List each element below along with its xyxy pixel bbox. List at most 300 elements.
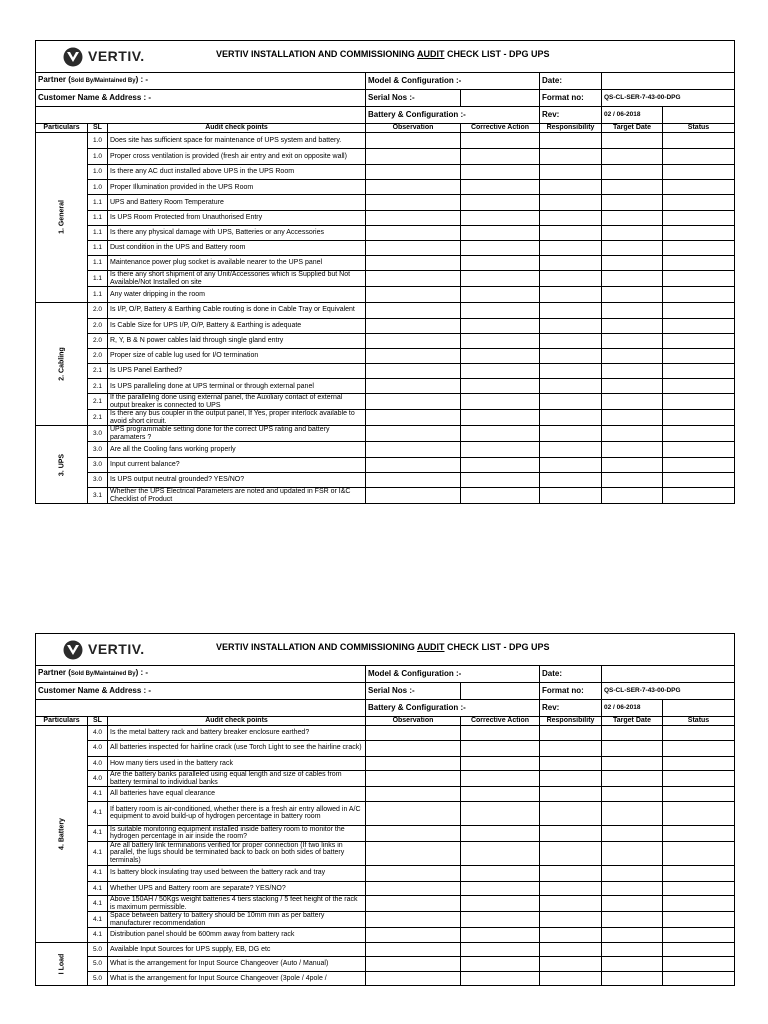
entry-cell[interactable] (461, 318, 540, 333)
entry-cell[interactable] (540, 256, 602, 271)
entry-cell[interactable] (461, 379, 540, 394)
entry-cell[interactable] (602, 364, 663, 379)
entry-cell[interactable] (540, 740, 602, 756)
entry-cell[interactable] (366, 825, 461, 841)
entry-cell[interactable] (663, 195, 735, 210)
entry-cell[interactable] (366, 756, 461, 771)
entry-cell[interactable] (540, 394, 602, 410)
entry-cell[interactable] (540, 302, 602, 318)
table-row (36, 865, 735, 881)
entry-cell[interactable] (366, 971, 461, 986)
entry-cell[interactable] (540, 971, 602, 986)
entry-cell[interactable] (366, 180, 461, 195)
entry-cell[interactable] (602, 841, 663, 865)
entry-cell[interactable] (663, 394, 735, 410)
entry-cell[interactable] (461, 971, 540, 986)
audit-check-point: If the paralleling done using external panel, the Auxiliary contact of external output breaker is connected to UPS (108, 394, 366, 410)
entry-cell[interactable] (602, 740, 663, 756)
row-sl: 1.1 (88, 240, 108, 255)
entry-cell[interactable] (366, 928, 461, 943)
entry-cell[interactable] (602, 394, 663, 410)
entry-cell[interactable] (663, 287, 735, 302)
entry-cell[interactable] (540, 472, 602, 487)
audit-check-point: Is suitable monitoring equipment installed inside battery room to monitor the hydrogen percentage in air inside the room? (108, 825, 366, 841)
row-sl: 4.0 (88, 740, 108, 756)
entry-cell[interactable] (663, 165, 735, 180)
audit-check-point: Proper size of cable lug used for I/O termination (108, 348, 366, 363)
entry-cell[interactable] (461, 426, 540, 442)
row-sl: 1.0 (88, 149, 108, 165)
entry-cell[interactable] (366, 149, 461, 165)
entry-cell[interactable] (540, 333, 602, 348)
entry-cell[interactable] (540, 825, 602, 841)
entry-cell[interactable] (540, 488, 602, 504)
entry-cell[interactable] (366, 472, 461, 487)
entry-cell[interactable] (663, 256, 735, 271)
entry-cell[interactable] (663, 333, 735, 348)
entry-cell[interactable] (663, 825, 735, 841)
entry-cell[interactable] (366, 488, 461, 504)
entry-cell[interactable] (461, 928, 540, 943)
entry-cell[interactable] (602, 318, 663, 333)
row-sl: 1.1 (88, 271, 108, 287)
entry-cell[interactable] (366, 457, 461, 472)
entry-cell[interactable] (461, 410, 540, 426)
table-row (36, 942, 735, 957)
table-row (36, 971, 735, 986)
entry-cell[interactable] (602, 801, 663, 825)
entry-cell[interactable] (663, 971, 735, 986)
entry-cell[interactable] (663, 426, 735, 442)
entry-cell[interactable] (663, 928, 735, 943)
entry-cell[interactable] (663, 756, 735, 771)
entry-cell[interactable] (540, 364, 602, 379)
entry-cell[interactable] (602, 256, 663, 271)
column-header: Responsibility (540, 717, 602, 726)
entry-cell[interactable] (540, 165, 602, 180)
entry-cell[interactable] (366, 318, 461, 333)
entry-cell[interactable] (461, 210, 540, 225)
entry-cell[interactable] (602, 442, 663, 457)
entry-cell[interactable] (366, 256, 461, 271)
audit-check-point: Is battery block insulating tray used between the battery rack and tray (108, 865, 366, 881)
row-sl: 4.1 (88, 896, 108, 912)
audit-check-point: What is the arrangement for Input Source Changeover (3pole / 4pole / (108, 971, 366, 986)
entry-cell[interactable] (366, 133, 461, 149)
entry-cell[interactable] (540, 348, 602, 363)
customer-label: Customer Name & Address : - (36, 90, 366, 107)
entry-cell[interactable] (366, 240, 461, 255)
entry-cell[interactable] (540, 240, 602, 255)
entry-cell[interactable] (602, 271, 663, 287)
entry-cell[interactable] (663, 442, 735, 457)
brand-name: VERTIV. (88, 641, 145, 658)
table-row (36, 364, 735, 379)
audit-check-point: Is Cable Size for UPS I/P, O/P, Battery & Earthing is adequate (108, 318, 366, 333)
entry-cell[interactable] (663, 787, 735, 802)
entry-cell[interactable] (602, 457, 663, 472)
entry-cell[interactable] (540, 756, 602, 771)
column-header: Audit check points (108, 124, 366, 133)
table-row (36, 442, 735, 457)
entry-cell[interactable] (602, 771, 663, 787)
audit-check-point: Is I/P, O/P, Battery & Earthing Cable routing is done in Cable Tray or Equivalent (108, 302, 366, 318)
entry-cell[interactable] (366, 442, 461, 457)
entry-cell[interactable] (663, 240, 735, 255)
column-header: Responsibility (540, 124, 602, 133)
entry-cell[interactable] (602, 210, 663, 225)
row-sl: 1.1 (88, 210, 108, 225)
row-sl: 4.1 (88, 928, 108, 943)
entry-cell[interactable] (461, 133, 540, 149)
entry-cell[interactable] (663, 942, 735, 957)
audit-check-point: Proper cross ventilation is provided (fresh air entry and exit on opposite wall) (108, 149, 366, 165)
serial-value (461, 683, 540, 700)
entry-cell[interactable] (663, 896, 735, 912)
entry-cell[interactable] (366, 271, 461, 287)
audit-check-point: Is UPS Room Protected from Unauthorised Entry (108, 210, 366, 225)
entry-cell[interactable] (540, 318, 602, 333)
entry-cell[interactable] (663, 271, 735, 287)
entry-cell[interactable] (366, 210, 461, 225)
entry-cell[interactable] (602, 426, 663, 442)
column-header: Status (663, 717, 735, 726)
entry-cell[interactable] (663, 865, 735, 881)
table-row (36, 271, 735, 287)
column-header: Target Date (602, 124, 663, 133)
entry-cell[interactable] (461, 957, 540, 972)
format-value: QS-CL-SER-7-43-00-DPG (602, 683, 735, 700)
serial-value (461, 90, 540, 107)
entry-cell[interactable] (461, 271, 540, 287)
row-sl: 1.1 (88, 256, 108, 271)
entry-cell[interactable] (461, 165, 540, 180)
section-label: 4. Battery (36, 726, 88, 943)
entry-cell[interactable] (461, 740, 540, 756)
entry-cell[interactable] (602, 133, 663, 149)
entry-cell[interactable] (663, 225, 735, 240)
audit-check-point: Proper Illumination provided in the UPS Room (108, 180, 366, 195)
column-header: Observation (366, 717, 461, 726)
entry-cell[interactable] (461, 364, 540, 379)
title-suffix: CHECK LIST - DPG UPS (444, 642, 550, 652)
title-prefix: VERTIV INSTALLATION AND COMMISSIONING (216, 642, 417, 652)
entry-cell[interactable] (663, 210, 735, 225)
row-sl: 4.1 (88, 801, 108, 825)
entry-cell[interactable] (602, 865, 663, 881)
entry-cell[interactable] (540, 942, 602, 957)
entry-cell[interactable] (663, 133, 735, 149)
entry-cell[interactable] (663, 740, 735, 756)
entry-cell[interactable] (461, 442, 540, 457)
checklist-sheet-1 (35, 40, 734, 504)
entry-cell[interactable] (366, 364, 461, 379)
section-label: 3. UPS (36, 426, 88, 504)
entry-cell[interactable] (602, 379, 663, 394)
title-underlined: AUDIT (417, 642, 445, 652)
entry-cell[interactable] (602, 912, 663, 928)
entry-cell[interactable] (461, 256, 540, 271)
entry-cell[interactable] (366, 957, 461, 972)
entry-cell[interactable] (366, 379, 461, 394)
entry-cell[interactable] (602, 165, 663, 180)
table-row (36, 302, 735, 318)
entry-cell[interactable] (461, 195, 540, 210)
entry-cell[interactable] (366, 740, 461, 756)
title-prefix: VERTIV INSTALLATION AND COMMISSIONING (216, 49, 417, 59)
entry-cell[interactable] (366, 865, 461, 881)
entry-cell[interactable] (663, 302, 735, 318)
entry-cell[interactable] (663, 801, 735, 825)
audit-check-point: All batteries have equal clearance (108, 787, 366, 802)
table-row (36, 287, 735, 302)
audit-check-point: Is UPS output neutral grounded? YES/NO? (108, 472, 366, 487)
section-label: 1. General (36, 133, 88, 303)
entry-cell[interactable] (366, 787, 461, 802)
entry-cell[interactable] (540, 957, 602, 972)
table-row (36, 472, 735, 487)
entry-cell[interactable] (602, 348, 663, 363)
entry-cell[interactable] (602, 942, 663, 957)
entry-cell[interactable] (663, 488, 735, 504)
entry-cell[interactable] (540, 841, 602, 865)
column-header: SL (88, 717, 108, 726)
model-label: Model & Configuration :- (366, 666, 540, 683)
entry-cell[interactable] (602, 726, 663, 741)
entry-cell[interactable] (602, 302, 663, 318)
entry-cell[interactable] (602, 957, 663, 972)
entry-cell[interactable] (366, 771, 461, 787)
table-row (36, 928, 735, 943)
entry-cell[interactable] (663, 726, 735, 741)
entry-cell[interactable] (602, 225, 663, 240)
entry-cell[interactable] (540, 912, 602, 928)
audit-check-point: Are all the Cooling fans working properly (108, 442, 366, 457)
entry-cell[interactable] (461, 394, 540, 410)
entry-cell[interactable] (540, 180, 602, 195)
row-sl: 3.0 (88, 457, 108, 472)
entry-cell[interactable] (663, 472, 735, 487)
entry-cell[interactable] (602, 180, 663, 195)
entry-cell[interactable] (663, 180, 735, 195)
column-header: Audit check points (108, 717, 366, 726)
page-title (216, 644, 550, 652)
entry-cell[interactable] (602, 472, 663, 487)
entry-cell[interactable] (540, 928, 602, 943)
entry-cell[interactable] (461, 149, 540, 165)
entry-cell[interactable] (366, 841, 461, 865)
entry-cell[interactable] (461, 896, 540, 912)
entry-cell[interactable] (540, 801, 602, 825)
entry-cell[interactable] (461, 801, 540, 825)
table-row (36, 333, 735, 348)
entry-cell[interactable] (366, 896, 461, 912)
entry-cell[interactable] (540, 195, 602, 210)
row-sl: 4.1 (88, 912, 108, 928)
section-label: I Load (36, 942, 88, 986)
rev-label: Rev: (540, 700, 602, 717)
audit-check-point: If battery room is air-conditioned, whether there is a fresh air entry allowed in A/C equipment to avoid build-up of hydrogen percentage in battery room (108, 801, 366, 825)
entry-cell[interactable] (602, 787, 663, 802)
table-row (36, 896, 735, 912)
rev-value: 02 / 06-2018 (602, 700, 663, 717)
battery-config-label: Battery & Configuration :- (366, 107, 540, 124)
entry-cell[interactable] (602, 410, 663, 426)
entry-cell[interactable] (540, 457, 602, 472)
entry-cell[interactable] (366, 165, 461, 180)
row-sl: 2.1 (88, 410, 108, 426)
entry-cell[interactable] (540, 726, 602, 741)
entry-cell[interactable] (461, 180, 540, 195)
table-row (36, 379, 735, 394)
table-row (36, 410, 735, 426)
entry-cell[interactable] (540, 410, 602, 426)
audit-check-point: Is there any bus coupler in the output panel, If Yes, proper interlock available to avoid short circuit. (108, 410, 366, 426)
entry-cell[interactable] (366, 801, 461, 825)
column-header: Corrective Action (461, 717, 540, 726)
audit-check-point: Is UPS Panel Earthed? (108, 364, 366, 379)
table-row (36, 165, 735, 180)
entry-cell[interactable] (602, 756, 663, 771)
entry-cell[interactable] (540, 426, 602, 442)
entry-cell[interactable] (602, 881, 663, 896)
entry-cell[interactable] (602, 240, 663, 255)
column-header: SL (88, 124, 108, 133)
entry-cell[interactable] (663, 841, 735, 865)
entry-cell[interactable] (663, 364, 735, 379)
entry-cell[interactable] (461, 240, 540, 255)
row-sl: 4.1 (88, 787, 108, 802)
audit-check-point: Maintenance power plug socket is available nearer to the UPS panel (108, 256, 366, 271)
table-row (36, 756, 735, 771)
entry-cell[interactable] (663, 410, 735, 426)
entry-cell[interactable] (461, 912, 540, 928)
entry-cell[interactable] (663, 348, 735, 363)
entry-cell[interactable] (663, 771, 735, 787)
entry-cell[interactable] (540, 271, 602, 287)
format-label: Format no: (540, 90, 602, 107)
entry-cell[interactable] (540, 771, 602, 787)
column-header: Corrective Action (461, 124, 540, 133)
entry-cell[interactable] (461, 287, 540, 302)
row-sl: 3.0 (88, 442, 108, 457)
entry-cell[interactable] (461, 787, 540, 802)
entry-cell[interactable] (461, 841, 540, 865)
entry-cell[interactable] (602, 195, 663, 210)
entry-cell[interactable] (540, 225, 602, 240)
entry-cell[interactable] (461, 472, 540, 487)
entry-cell[interactable] (366, 726, 461, 741)
entry-cell[interactable] (461, 865, 540, 881)
entry-cell[interactable] (540, 442, 602, 457)
table-row (36, 318, 735, 333)
entry-cell[interactable] (540, 379, 602, 394)
entry-cell[interactable] (540, 287, 602, 302)
column-header: Target Date (602, 717, 663, 726)
entry-cell[interactable] (663, 379, 735, 394)
table-row (36, 801, 735, 825)
entry-cell[interactable] (602, 333, 663, 348)
entry-cell[interactable] (366, 302, 461, 318)
entry-cell[interactable] (461, 881, 540, 896)
entry-cell[interactable] (461, 942, 540, 957)
entry-cell[interactable] (602, 287, 663, 302)
audit-check-point: What is the arrangement for Input Source Changeover (Auto / Manual) (108, 957, 366, 972)
column-header: Observation (366, 124, 461, 133)
row-sl: 2.1 (88, 394, 108, 410)
entry-cell[interactable] (540, 133, 602, 149)
entry-cell[interactable] (461, 457, 540, 472)
format-label: Format no: (540, 683, 602, 700)
entry-cell[interactable] (663, 881, 735, 896)
entry-cell[interactable] (540, 881, 602, 896)
partner-label: Partner (Sold By/Maintained By) : - (36, 666, 366, 683)
audit-check-point: Above 150AH / 50Kgs weight batteries 4 tiers stacking / 5 feet height of the rack is maximum permissible. (108, 896, 366, 912)
entry-cell[interactable] (461, 348, 540, 363)
entry-cell[interactable] (663, 457, 735, 472)
entry-cell[interactable] (366, 410, 461, 426)
entry-cell[interactable] (540, 210, 602, 225)
entry-cell[interactable] (602, 149, 663, 165)
entry-cell[interactable] (602, 488, 663, 504)
audit-check-point: Space between battery to battery should be 10mm min as per battery manufacturer recommendation (108, 912, 366, 928)
audit-check-point: Is there any AC duct installed above UPS in the UPS Room (108, 165, 366, 180)
entry-cell[interactable] (461, 225, 540, 240)
entry-cell[interactable] (663, 912, 735, 928)
entry-cell[interactable] (663, 318, 735, 333)
entry-cell[interactable] (461, 825, 540, 841)
entry-cell[interactable] (366, 333, 461, 348)
entry-cell[interactable] (540, 896, 602, 912)
row-sl: 3.0 (88, 426, 108, 442)
row-sl: 1.0 (88, 165, 108, 180)
entry-cell[interactable] (540, 787, 602, 802)
entry-cell[interactable] (461, 726, 540, 741)
entry-cell[interactable] (602, 896, 663, 912)
entry-cell[interactable] (461, 488, 540, 504)
entry-cell[interactable] (366, 426, 461, 442)
entry-cell[interactable] (602, 825, 663, 841)
row-sl: 1.1 (88, 195, 108, 210)
entry-cell[interactable] (602, 971, 663, 986)
entry-cell[interactable] (663, 149, 735, 165)
entry-cell[interactable] (366, 287, 461, 302)
entry-cell[interactable] (602, 928, 663, 943)
entry-cell[interactable] (366, 394, 461, 410)
entry-cell[interactable] (461, 771, 540, 787)
table-row (36, 195, 735, 210)
entry-cell[interactable] (366, 881, 461, 896)
entry-cell[interactable] (461, 333, 540, 348)
entry-cell[interactable] (366, 195, 461, 210)
row-sl: 1.1 (88, 287, 108, 302)
entry-cell[interactable] (366, 942, 461, 957)
entry-cell[interactable] (540, 865, 602, 881)
entry-cell[interactable] (366, 225, 461, 240)
table-row (36, 426, 735, 442)
entry-cell[interactable] (366, 912, 461, 928)
table-row (36, 740, 735, 756)
entry-cell[interactable] (461, 756, 540, 771)
row-sl: 2.0 (88, 302, 108, 318)
table-row (36, 726, 735, 741)
date-label: Date: (540, 73, 602, 90)
entry-cell[interactable] (461, 302, 540, 318)
entry-cell[interactable] (540, 149, 602, 165)
entry-cell[interactable] (663, 957, 735, 972)
audit-check-point: Any water dripping in the room (108, 287, 366, 302)
entry-cell[interactable] (366, 348, 461, 363)
